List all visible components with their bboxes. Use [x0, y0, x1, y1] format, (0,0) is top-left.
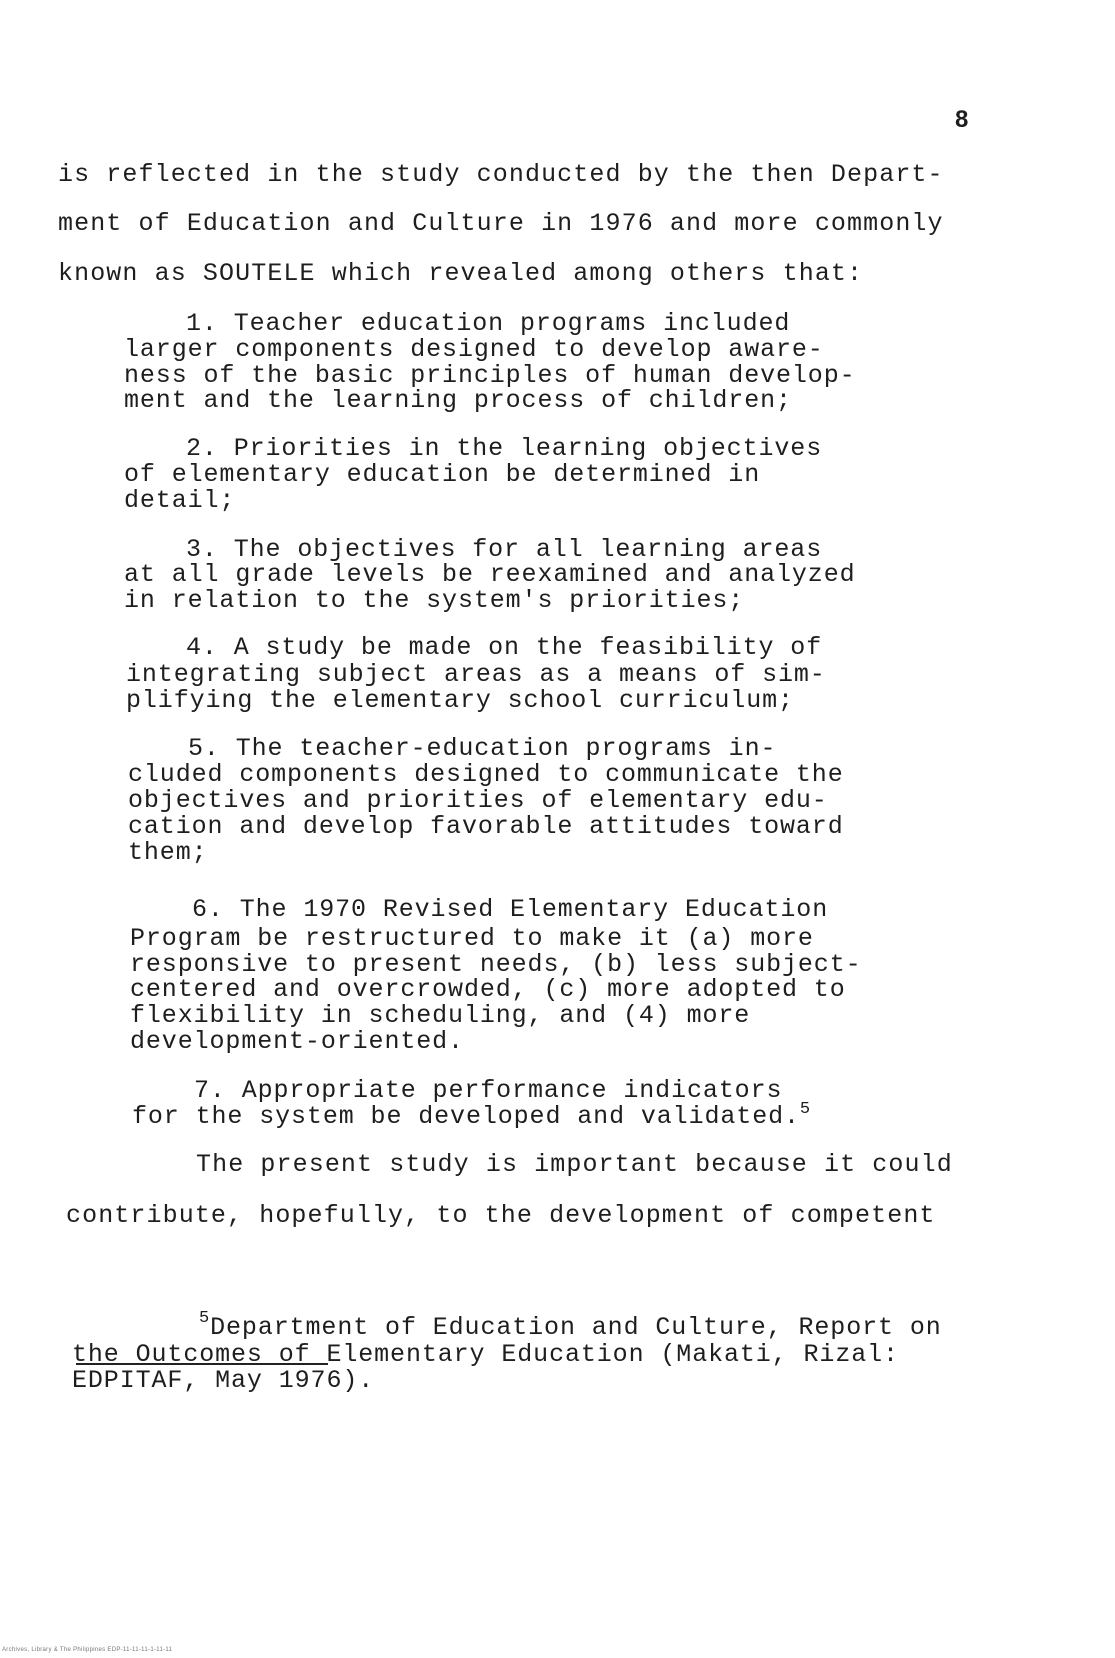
list-item-line: 1. Teacher education programs included: [186, 309, 791, 338]
list-item-line: Program be restructured to make it (a) more: [130, 924, 814, 953]
list-item-line: integrating subject areas as a means of sim-: [126, 660, 826, 689]
list-item-line: at all grade levels be reexamined and analyzed: [124, 560, 856, 589]
list-item-line: 7. Appropriate performance indicators: [194, 1076, 783, 1105]
footnote-reference: 5: [799, 1100, 812, 1119]
list-item-line: in relation to the system's priorities;: [124, 586, 745, 615]
list-item-line: 2. Priorities in the learning objectives: [186, 434, 823, 463]
footnote-line: the Outcomes of Elementary Education (Makati, Rizal:: [72, 1340, 899, 1369]
footnote-line: EDPITAF, May 1976).: [72, 1366, 375, 1395]
footnote-line: [199, 1309, 942, 1342]
intro-line: known as SOUTELE which revealed among others that:: [58, 259, 864, 288]
list-item-line: detail;: [124, 486, 236, 515]
list-item-line: flexibility in scheduling, and (4) more: [130, 1001, 751, 1030]
intro-line: is reflected in the study conducted by the then Depart-: [58, 160, 944, 189]
list-item-line: 5. The teacher-education programs in-: [188, 734, 777, 763]
scan-footer: Archives, Library & The Philippines EDP-11-11-11-1-11-11: [2, 1647, 173, 1653]
list-item-line: ment and the learning process of children;: [124, 386, 792, 415]
list-item-line: 3. The objectives for all learning areas: [186, 535, 823, 564]
intro-line: ment of Education and Culture in 1976 and more commonly: [58, 209, 944, 238]
list-item-line: plifying the elementary school curriculum;: [126, 686, 794, 715]
list-item-line: of elementary education be determined in: [124, 460, 761, 489]
list-item-text: for the system be developed and validated.: [132, 1102, 800, 1131]
closing-line: The present study is important because it could: [196, 1150, 953, 1179]
closing-line: contribute, hopefully, to the development of competent: [66, 1201, 936, 1230]
footnote-marker: 5: [199, 1309, 211, 1328]
list-item-line: ness of the basic principles of human develop-: [124, 361, 856, 390]
list-item-line: 6. The 1970 Revised Elementary Education: [192, 895, 829, 924]
list-item-line: centered and overcrowded, (c) more adopted to: [130, 975, 846, 1004]
list-item-line-with-ref: [132, 1102, 811, 1131]
footnote-text: Department of Education and Culture, Report on: [210, 1313, 942, 1342]
list-item-line: cluded components designed to communicate the: [128, 760, 844, 789]
list-item-line: objectives and priorities of elementary edu-: [128, 786, 828, 815]
list-item-line: them;: [128, 838, 208, 867]
page-number: 8: [955, 106, 969, 133]
list-item-line: cation and develop favorable attitudes toward: [128, 812, 844, 841]
list-item-line: larger components designed to develop aware-: [124, 335, 824, 364]
list-item-line: 4. A study be made on the feasibility of: [186, 633, 823, 662]
list-item-line: responsive to present needs, (b) less subject-: [130, 950, 862, 979]
list-item-line: development-oriented.: [130, 1027, 464, 1056]
